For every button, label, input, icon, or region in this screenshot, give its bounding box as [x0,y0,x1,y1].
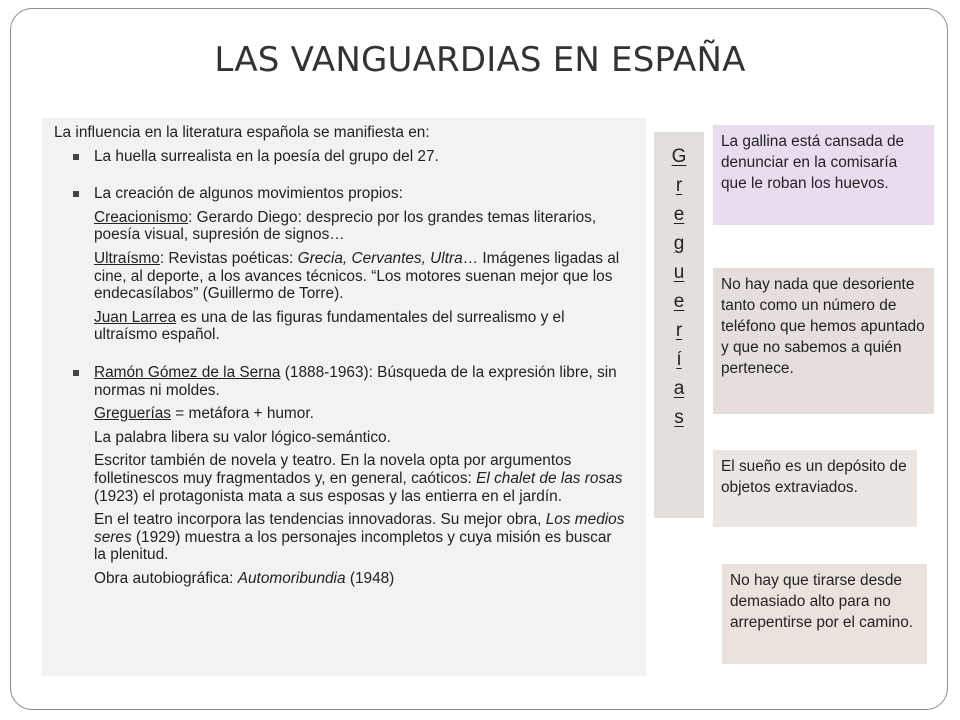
creacionismo-term: Creacionismo [94,208,189,226]
main-text-box [42,118,646,676]
larrea-term: Juan Larrea [94,308,177,326]
greguerias-vertical-box [654,132,704,518]
gregueria-box-tirarse: No hay que tirarse desde demasiado alto para no arrepentirse por el camino. [722,564,927,664]
bullet-ramon: Ramón Gómez de la Serna (1888-1963): Búsqueda de la expresión libre, sin normas ni moldes. [80,364,626,399]
creacionismo-paragraph: Creacionismo: Gerardo Diego: desprecio por los grandes temas literarios, poesía visual, supresión de signos… [94,208,597,244]
greguerias-definition: Greguerías = metáfora + humor. [94,405,314,423]
vertical-letter: í [676,349,682,370]
gregueria-box-telefono: No hay nada que desoriente tanto como un número de teléfono que hemos apuntado y que no sabemos a quién pertenece. [713,268,934,414]
vertical-letter: u [673,262,685,283]
vertical-letter: r [675,320,683,341]
vertical-letter: G [671,146,687,167]
slide-title: LAS VANGUARDIAS EN ESPAÑA [214,40,746,80]
vertical-letter: e [673,291,685,312]
bullet-surrealismo: La huella surrealista en la poesía del grupo del 27. [80,148,626,166]
vertical-letter: s [674,407,684,428]
vertical-letter: g [673,233,685,254]
palabra-paragraph: La palabra libera su valor lógico-semántico. [94,428,391,446]
teatro-paragraph: En el teatro incorpora las tendencias innovadoras. Su mejor obra, Los medios seres (1929) muestra a los personajes incompletos y cuya misión es buscar la plenitud. [94,511,625,564]
vertical-letter: r [675,175,683,196]
vertical-letter: e [673,204,685,225]
intro-text: La influencia en la literatura española se manifiesta en: [54,124,430,141]
vertical-letter: a [673,378,685,399]
ultraismo-paragraph: Ultraísmo: Revistas poéticas: Grecia, Cervantes, Ultra… Imágenes ligadas al cine, al deporte, a los avances técnicos. “Los motores suenan mejor que los endecasílabos” (Guillermo de Torre). [94,249,620,303]
autobiografica-paragraph: Obra autobiográfica: Automoribundia (1948) [94,569,395,587]
novela-paragraph: Escritor también de novela y teatro. En la novela opta por argumentos folletinescos muy fragmentados y, en general, caóticos: El chalet de las rosas (1923) el protagonista mata a sus esposas y las entierra en el jardín. [94,452,623,505]
larrea-paragraph: Juan Larrea es una de las figuras fundamentales del surrealismo y el ultraísmo español. [94,308,565,344]
ramon-term: Ramón Gómez de la Serna [94,363,281,381]
greguerias-term: Greguerías [94,405,171,423]
gregueria-box-sueno: El sueño es un depósito de objetos extraviados. [713,450,917,527]
ultraismo-term: Ultraísmo [94,249,160,267]
greguerias-vertical-word [654,132,704,432]
bullet-movimientos: La creación de algunos movimientos propios: [80,185,626,203]
gregueria-box-gallina: La gallina está cansada de denunciar en la comisaría que le roban los huevos. [713,125,934,225]
